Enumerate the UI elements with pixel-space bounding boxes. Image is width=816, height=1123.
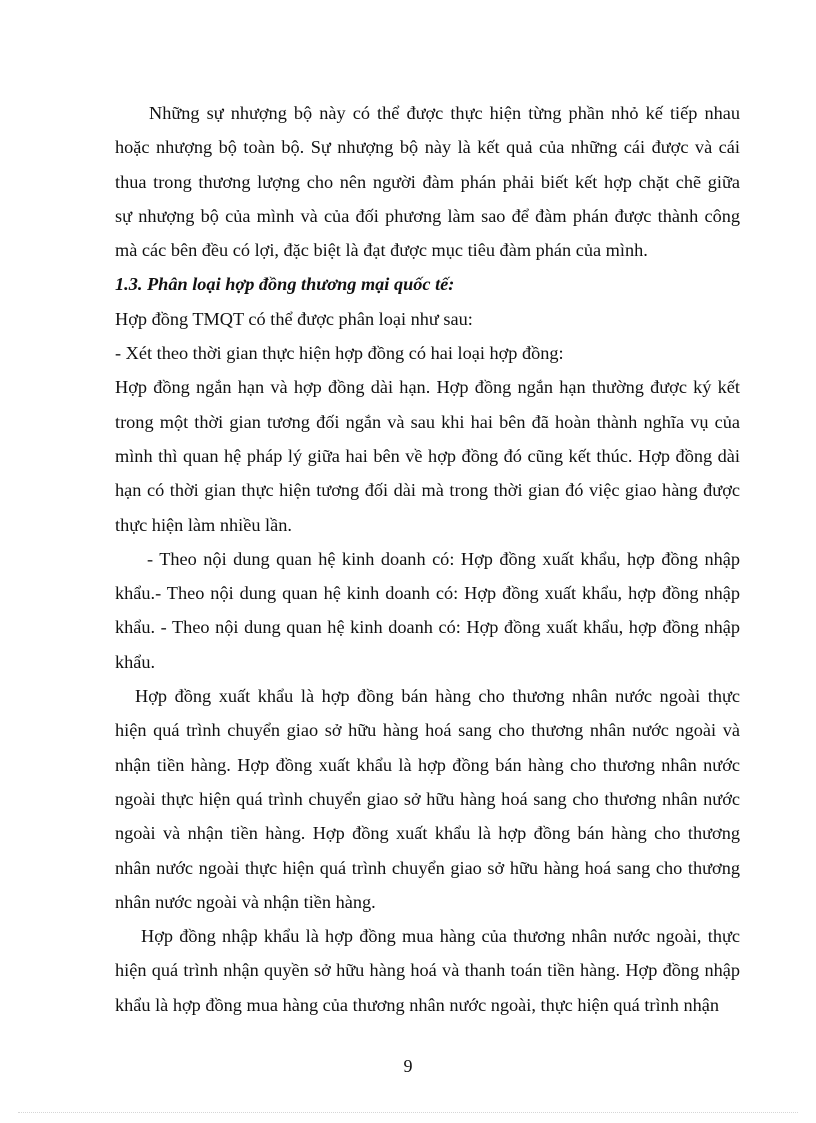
- text-line: khẩu.- Theo nội dung quan hệ kinh doanh có: Hợp đồng xuất khẩu, hợp đồng nhập: [115, 583, 740, 604]
- text-line: mà các bên đều có lợi, đặc biệt là đạt được mục tiêu đàm phán của mình.: [115, 240, 648, 261]
- text-line: thua trong thương lượng cho nên người đàm phán phải biết kết hợp chặt chẽ giữa: [115, 171, 740, 192]
- text-line: thực hiện làm nhiều lần.: [115, 514, 292, 535]
- text-line: hoặc nhượng bộ toàn bộ. Sự nhượng bộ này là kết quả của những cái được và cái: [115, 137, 740, 158]
- page-bottom-divider: [18, 1112, 798, 1113]
- text-line: khẩu.: [115, 651, 156, 672]
- text-line: Những sự nhượng bộ này có thể được thực hiện từng phần nhỏ kế tiếp nhau: [149, 103, 740, 123]
- text-line: hiện quá trình chuyển giao sở hữu hàng hoá sang cho thương nhân nước ngoài và: [115, 720, 740, 741]
- text-line: ngoài thực hiện quá trình chuyển giao sở hữu hàng hoá sang cho thương nhân nước: [115, 788, 740, 809]
- text-line: Hợp đồng ngắn hạn và hợp đồng dài hạn. Hợp đồng ngắn hạn thường được ký kết: [115, 377, 740, 398]
- text-line: Hợp đồng xuất khẩu là hợp đồng bán hàng cho thương nhân nước ngoài thực: [135, 686, 740, 707]
- text-line: ngoài và nhận tiền hàng. Hợp đồng xuất khẩu là hợp đồng bán hàng cho thương: [115, 823, 740, 844]
- text-line: nhận tiền hàng. Hợp đồng xuất khẩu là hợp đồng bán hàng cho thương nhân nước: [115, 754, 740, 775]
- text-line: hiện quá trình nhận quyền sở hữu hàng hoá và thanh toán tiền hàng. Hợp đồng nhập: [115, 960, 740, 981]
- text-line: sự nhượng bộ của mình và của đối phương làm sao để đàm phán được thành công: [115, 205, 740, 226]
- text-line: mình thì quan hệ pháp lý giữa hai bên về hợp đồng đó cũng kết thúc. Hợp đồng dài: [115, 445, 740, 466]
- text-line: Hợp đồng nhập khẩu là hợp đồng mua hàng của thương nhân nước ngoài, thực: [141, 926, 740, 947]
- text-line: nhân nước ngoài thực hiện quá trình chuyển giao sở hữu hàng hoá sang cho thương: [115, 857, 740, 878]
- text-line: hạn có thời gian thực hiện tương đối dài mà trong thời gian đó việc giao hàng được: [115, 480, 740, 501]
- page-number: 9: [403, 1056, 413, 1076]
- text-line: nhân nước ngoài và nhận tiền hàng.: [115, 891, 376, 912]
- text-line: Hợp đồng TMQT có thể được phân loại như sau:: [115, 308, 473, 329]
- text-line: khẩu. - Theo nội dung quan hệ kinh doanh có: Hợp đồng xuất khẩu, hợp đồng nhập: [115, 617, 740, 638]
- text-line: khẩu là hợp đồng mua hàng của thương nhân nước ngoài, thực hiện quá trình nhận: [115, 994, 719, 1015]
- document-body: [115, 96, 740, 1022]
- text-line: - Theo nội dung quan hệ kinh doanh có: Hợp đồng xuất khẩu, hợp đồng nhập: [147, 548, 740, 569]
- text-line: - Xét theo thời gian thực hiện hợp đồng có hai loại hợp đồng:: [115, 343, 564, 364]
- text-line: trong một thời gian tương đối ngắn và sau khi hai bên đã hoàn thành nghĩa vụ của: [115, 411, 740, 432]
- section-heading: 1.3. Phân loại hợp đồng thương mại quốc tế:: [115, 274, 455, 295]
